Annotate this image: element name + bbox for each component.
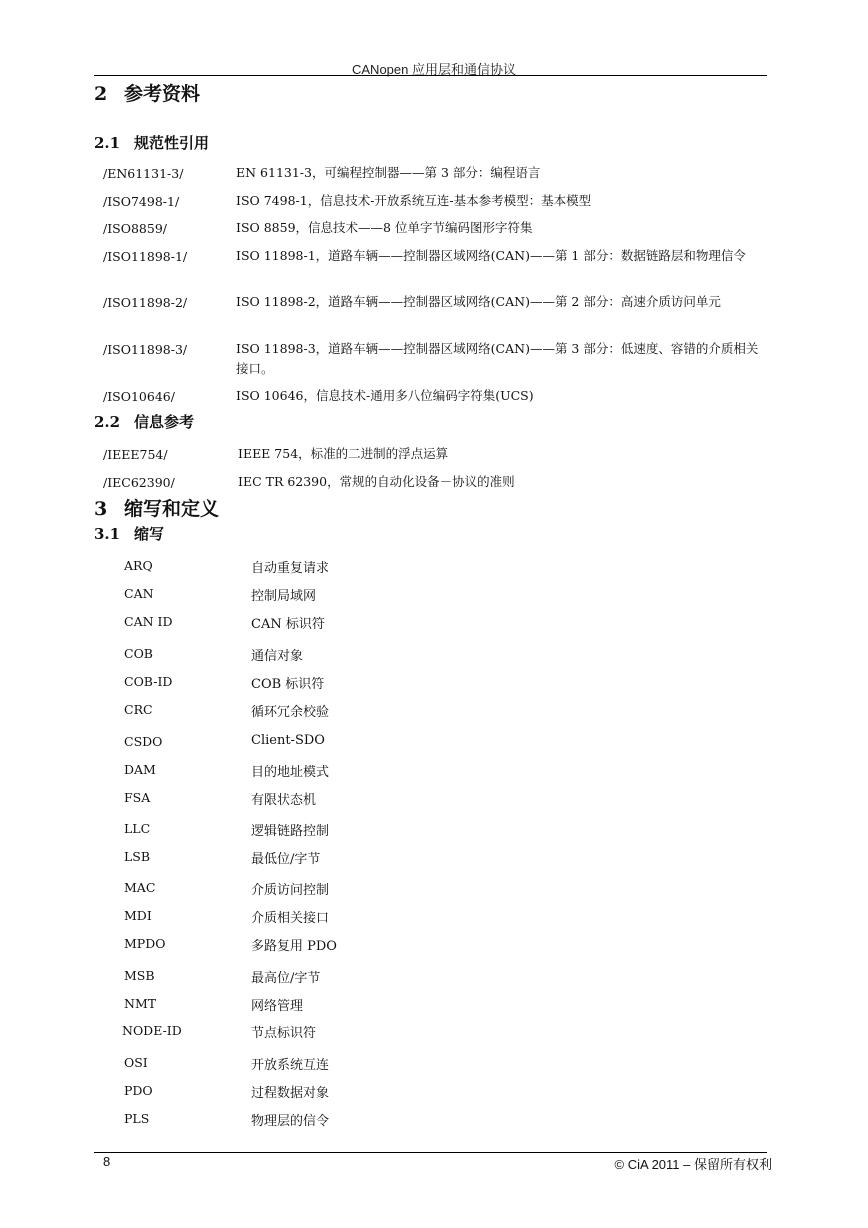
- reference-text: IEEE 754，标准的二进制的浮点运算: [238, 446, 449, 461]
- abbreviation-term: MAC: [124, 880, 156, 895]
- reference-key: /ISO10646/: [103, 389, 175, 404]
- abbreviation-term: CAN ID: [124, 614, 173, 629]
- abbreviation-term: FSA: [124, 790, 151, 805]
- abbreviation-meaning: 介质相关接口: [251, 911, 330, 926]
- abbreviation-term: NODE-ID: [122, 1023, 182, 1038]
- abbreviation-term: NMT: [124, 996, 157, 1011]
- abbreviation-term: MPDO: [124, 936, 166, 951]
- abbreviation-meaning: Client-SDO: [251, 733, 325, 748]
- subsection-heading-2-2: [94, 411, 194, 432]
- abbreviation-meaning: 逻辑链路控制: [251, 824, 330, 839]
- abbreviation-meaning: 节点标识符: [251, 1026, 317, 1041]
- abbreviation-term: MDI: [124, 908, 152, 923]
- section-number: 2: [94, 83, 108, 105]
- subsection-heading-2-1: [94, 132, 209, 153]
- reference-key: /ISO11898-1/: [103, 249, 188, 264]
- reference-text: EN 61131-3，可编程控制器——第 3 部分：编程语言: [236, 165, 541, 180]
- section-heading-3: [94, 494, 219, 521]
- abbreviation-meaning: 过程数据对象: [251, 1086, 330, 1101]
- abbreviation-meaning: CAN 标识符: [251, 617, 325, 632]
- abbreviation-meaning: 最高位/字节: [251, 971, 321, 986]
- abbreviation-meaning: COB 标识符: [251, 677, 325, 692]
- subsection-number: 3.1: [94, 525, 121, 543]
- reference-text: ISO 11898-1，道路车辆——控制器区域网络(CAN)——第 1 部分：数据链路层和物理信令: [236, 248, 746, 263]
- reference-key: /IEC62390/: [103, 475, 175, 490]
- subsection-title: 规范性引用: [134, 134, 210, 152]
- reference-key: /ISO7498-1/: [103, 194, 180, 209]
- subsection-title: 缩写: [134, 525, 165, 543]
- abbreviation-term: OSI: [124, 1055, 148, 1070]
- reference-text: ISO 7498-1，信息技术-开放系统互连-基本参考模型：基本模型: [236, 193, 592, 208]
- abbreviation-meaning: 物理层的信令: [251, 1114, 330, 1129]
- abbreviation-term: CAN: [124, 586, 154, 601]
- page-number: 8: [103, 1154, 111, 1169]
- abbreviation-term: COB-ID: [124, 674, 173, 689]
- reference-text: IEC TR 62390，常规的自动化设备－协议的准则: [238, 474, 515, 489]
- abbreviation-meaning: 控制局域网: [251, 589, 317, 604]
- reference-key: /ISO8859/: [103, 221, 167, 236]
- reference-key: /ISO11898-2/: [103, 295, 188, 310]
- reference-key: /EN61131-3/: [103, 166, 184, 181]
- running-header-title: CANopen 应用层和通信协议: [352, 62, 516, 77]
- abbreviation-term: ARQ: [124, 558, 153, 573]
- subsection-heading-3-1: [94, 523, 164, 544]
- section-title: 参考资料: [124, 83, 201, 105]
- reference-key: /IEEE754/: [103, 447, 168, 462]
- reference-text: ISO 11898-2，道路车辆——控制器区域网络(CAN)——第 2 部分：高速介质访问单元: [236, 294, 721, 309]
- abbreviation-term: PLS: [124, 1111, 150, 1126]
- abbreviation-term: LSB: [124, 849, 151, 864]
- section-title: 缩写和定义: [124, 498, 220, 520]
- abbreviation-meaning: 有限状态机: [251, 793, 317, 808]
- copyright-notice: © CiA 2011 – 保留所有权利: [614, 1157, 772, 1172]
- section-number: 3: [94, 498, 108, 520]
- abbreviation-term: CRC: [124, 702, 153, 717]
- abbreviation-meaning: 网络管理: [251, 999, 304, 1014]
- abbreviation-term: MSB: [124, 968, 155, 983]
- header-rule: [94, 75, 767, 76]
- section-heading-2: [94, 79, 200, 106]
- abbreviation-meaning: 目的地址模式: [251, 765, 330, 780]
- reference-text: ISO 11898-3，道路车辆——控制器区域网络(CAN)——第 3 部分：低速度、容错的介质相关接口。: [236, 341, 759, 376]
- abbreviation-term: CSDO: [124, 734, 163, 749]
- reference-text: ISO 10646，信息技术-通用多八位编码字符集(UCS): [236, 388, 534, 403]
- abbreviation-term: DAM: [124, 762, 156, 777]
- footer-rule: [94, 1152, 767, 1153]
- subsection-title: 信息参考: [134, 413, 195, 431]
- abbreviation-meaning: 最低位/字节: [251, 852, 321, 867]
- abbreviation-term: COB: [124, 646, 153, 661]
- abbreviation-meaning: 通信对象: [251, 649, 304, 664]
- subsection-number: 2.2: [94, 413, 121, 431]
- reference-text: ISO 8859，信息技术——8 位单字节编码图形字符集: [236, 220, 533, 235]
- abbreviation-term: LLC: [124, 821, 151, 836]
- abbreviation-meaning: 多路复用 PDO: [251, 939, 337, 954]
- abbreviation-meaning: 自动重复请求: [251, 561, 330, 576]
- abbreviation-term: PDO: [124, 1083, 153, 1098]
- abbreviation-meaning: 循环冗余校验: [251, 705, 330, 720]
- abbreviation-meaning: 介质访问控制: [251, 883, 330, 898]
- abbreviation-meaning: 开放系统互连: [251, 1058, 330, 1073]
- reference-key: /ISO11898-3/: [103, 342, 188, 357]
- subsection-number: 2.1: [94, 134, 121, 152]
